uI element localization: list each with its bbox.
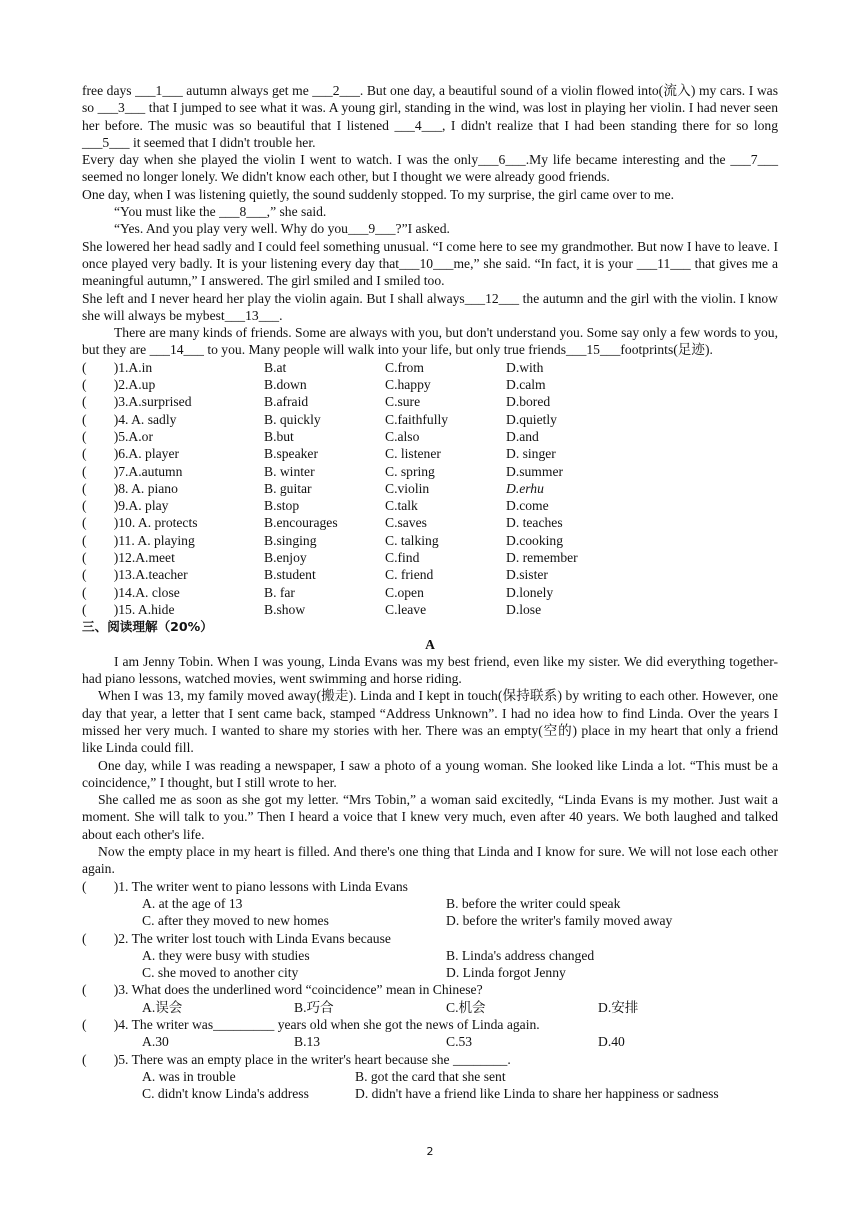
choice-c: C.leave: [385, 601, 427, 617]
choice-d: D. remember: [506, 550, 578, 566]
choice-b: B.afraid: [264, 394, 309, 410]
passage-paragraph: I am Jenny Tobin. When I was young, Linda Evans was my best friend, even like my sister. We did everything together-had piano lessons, watched movies, went swimming and horse riding.: [82, 653, 778, 687]
cloze-paragraph: free days ___1___ autumn always get me ___2___. But one day, a beautiful sound of a violin flowed into(流入) my cars. I was so ___3___ that I jumped to see what it was. A young girl, standing in the wind, was lost in playing her violin. I had never seen her before. The music was so beautiful that I listened ___4___, I didn't realize that I had been standing there for so long ___5___ it seemed that I didn't trouble her.: [82, 83, 778, 150]
choice-c: C. friend: [385, 567, 434, 583]
choice-d: D.with: [506, 359, 544, 375]
choice-d: D.summer: [506, 463, 564, 479]
choice-a: ( )3.A.surprised: [82, 394, 192, 410]
choice-d: D.quietly: [506, 411, 557, 427]
choice-c: C.from: [385, 359, 424, 375]
option: D. before the writer's family moved away: [446, 913, 673, 929]
cloze-paragraph: She lowered her head sadly and I could feel something unusual. “I come here to see my grandmother. But now I have to leave. I once played very badly. It is your listening every day that___10___me,” she said. “In fact, it is your ___11___ that gives me a meaningful autumn,” I answered. The girl smiled and I smiled too.: [82, 238, 778, 289]
choice-d: D.bored: [506, 394, 551, 410]
choice-row: [82, 445, 778, 462]
option: A.30: [142, 1034, 169, 1050]
question-stem: ( )3. What does the underlined word “coincidence” mean in Chinese?: [82, 982, 483, 998]
choice-a: ( )12.A.meet: [82, 550, 175, 566]
cloze-paragraph: She left and I never heard her play the violin again. But I shall always___12___ the autumn and the girl with the violin. I know she will always be mybest___13___.: [82, 290, 778, 323]
choice-d: D.lose: [506, 601, 542, 617]
choice-a: ( )4. A. sadly: [82, 411, 177, 427]
choice-d: D.and: [506, 428, 539, 444]
choice-b: B.but: [264, 428, 294, 444]
option: A. was in trouble: [142, 1068, 236, 1084]
choice-a: ( )1.A.in: [82, 359, 153, 375]
choice-a: ( )9.A. play: [82, 498, 169, 514]
choice-c: C.happy: [385, 377, 431, 393]
option: C.机会: [446, 999, 486, 1015]
option-row: [82, 964, 778, 981]
choice-b: B.enjoy: [264, 550, 307, 566]
choice-d: D.erhu: [506, 480, 544, 496]
choice-b: B.show: [264, 601, 306, 617]
choice-c: C.open: [385, 584, 424, 600]
option-row: [82, 947, 778, 964]
choice-b: B.down: [264, 377, 307, 393]
option-row: [82, 999, 778, 1016]
choice-row: [82, 532, 778, 549]
choice-a: ( )15. A.hide: [82, 601, 175, 617]
choice-a: ( )11. A. playing: [82, 532, 195, 548]
choice-b: B.at: [264, 359, 287, 375]
choice-d: D. teaches: [506, 515, 563, 531]
choice-d: D.come: [506, 498, 549, 514]
choice-a: ( )10. A. protects: [82, 515, 198, 531]
choice-row: [82, 428, 778, 445]
option: D. Linda forgot Jenny: [446, 965, 566, 981]
choice-b: B. far: [264, 584, 295, 600]
choice-d: D.lonely: [506, 584, 554, 600]
choice-c: C.faithfully: [385, 411, 449, 427]
choice-d: D.sister: [506, 567, 548, 583]
option: C. didn't know Linda's address: [142, 1086, 309, 1102]
choice-row: [82, 601, 778, 618]
question-stem: ( )1. The writer went to piano lessons with Linda Evans: [82, 878, 408, 894]
choice-a: ( )2.A.up: [82, 377, 156, 393]
option: D. didn't have a friend like Linda to share her happiness or sadness: [355, 1086, 719, 1102]
choice-c: C.also: [385, 428, 420, 444]
choice-b: B.speaker: [264, 446, 318, 462]
cloze-paragraph: There are many kinds of friends. Some are always with you, but don't understand you. Some say only a few words to you, but they are ___14___ to you. Many people will walk into your life, but only true friends___15___footprints(足迹).: [82, 325, 778, 358]
question-stem: ( )2. The writer lost touch with Linda Evans because: [82, 930, 391, 946]
choice-a: ( )6.A. player: [82, 446, 180, 462]
option: C.53: [446, 1034, 473, 1050]
option-row: [82, 1068, 778, 1085]
choice-a: ( )5.A.or: [82, 428, 153, 444]
cloze-paragraph: One day, when I was listening quietly, the sound suddenly stopped. To my surprise, the girl came over to me.: [82, 186, 675, 202]
choice-c: C.violin: [385, 480, 430, 496]
cloze-choices: [82, 359, 778, 618]
choice-a: ( )7.A.autumn: [82, 463, 183, 479]
choice-row: [82, 359, 778, 376]
cloze-paragraph: “You must like the ___8___,” she said.: [114, 204, 327, 220]
option: C. after they moved to new homes: [142, 913, 329, 929]
choice-row: [82, 480, 778, 497]
option-row: [82, 1085, 778, 1102]
section-title: 三、阅读理解（20%）: [82, 619, 213, 635]
option: B.13: [294, 1034, 321, 1050]
option: A. they were busy with studies: [142, 947, 310, 963]
choice-row: [82, 497, 778, 514]
passage-paragraph: One day, while I was reading a newspaper, I saw a photo of a young woman. She looked like Linda a lot. “This must be a coincidence,” I thought, but I still wrote to her.: [82, 757, 778, 790]
choice-c: C.find: [385, 550, 420, 566]
option: D.安排: [598, 999, 639, 1015]
choice-c: C. talking: [385, 532, 439, 548]
cloze-passage: [82, 82, 778, 359]
document-page: [82, 82, 778, 1103]
choice-a: ( )13.A.teacher: [82, 567, 188, 583]
reading-questions: [82, 878, 778, 1103]
choice-d: D.calm: [506, 377, 546, 393]
choice-b: B. quickly: [264, 411, 321, 427]
choice-a: ( )8. A. piano: [82, 480, 178, 496]
cloze-paragraph: Every day when she played the violin I went to watch. I was the only___6___.My life became interesting and the ___7___ seemed no longer lonely. We didn't know each other, but I thought we were already good friends.: [82, 152, 778, 185]
choice-b: B. guitar: [264, 480, 312, 496]
choice-d: D. singer: [506, 446, 556, 462]
choice-b: B.student: [264, 567, 316, 583]
page-number: 2: [426, 1145, 434, 1158]
option: D.40: [598, 1034, 625, 1050]
choice-row: [82, 514, 778, 531]
choice-row: [82, 411, 778, 428]
question-stem: ( )4. The writer was_________ years old when she got the news of Linda again.: [82, 1017, 540, 1033]
option: B. before the writer could speak: [446, 895, 621, 911]
choice-b: B.encourages: [264, 515, 338, 531]
choice-c: C.sure: [385, 394, 421, 410]
option: B. got the card that she sent: [355, 1068, 506, 1084]
choice-row: [82, 584, 778, 601]
option: B.巧合: [294, 999, 334, 1015]
reading-passage: [82, 653, 778, 878]
option: C. she moved to another city: [142, 965, 299, 981]
option-row: [82, 895, 778, 912]
passage-label: A: [425, 636, 435, 652]
option: A.误会: [142, 999, 183, 1015]
passage-paragraph: When I was 13, my family moved away(搬走). Linda and I kept in touch(保持联系) by writing to each other. However, one day that year, a letter that I sent came back, stamped “Address Unknown”. I had no idea how to find Linda. Over the years I missed her very much. I wanted to share my stories with her. There was an empty(空的) place in my heart that only a friend like Linda could fill.: [82, 688, 778, 756]
choice-row: [82, 463, 778, 480]
choice-row: [82, 376, 778, 393]
choice-row: [82, 393, 778, 410]
passage-paragraph: Now the empty place in my heart is filled. And there's one thing that Linda and I know for sure. We will not lose each other again.: [82, 844, 778, 877]
passage-paragraph: She called me as soon as she got my letter. “Mrs Tobin,” a woman said excitedly, “Linda Evans is my mother. Just wait a moment. She will talk to you.” Then I heard a voice that I knew very much, even after 40 years. We both laughed and talked about each other's life.: [82, 792, 778, 842]
option-row: [82, 912, 778, 929]
question-stem: ( )5. There was an empty place in the writer's heart because she ________.: [82, 1051, 511, 1067]
choice-b: B.singing: [264, 532, 317, 548]
choice-b: B. winter: [264, 463, 315, 479]
choice-c: C.talk: [385, 498, 418, 514]
choice-c: C.saves: [385, 515, 427, 531]
option-row: [82, 1033, 778, 1050]
option: A. at the age of 13: [142, 895, 243, 911]
choice-a: ( )14.A. close: [82, 584, 180, 600]
choice-c: C. spring: [385, 463, 435, 479]
choice-c: C. listener: [385, 446, 441, 462]
option: B. Linda's address changed: [446, 947, 595, 963]
cloze-paragraph: “Yes. And you play very well. Why do you___9___?”I asked.: [114, 221, 450, 237]
choice-b: B.stop: [264, 498, 300, 514]
choice-row: [82, 549, 778, 566]
choice-row: [82, 566, 778, 583]
choice-d: D.cooking: [506, 532, 564, 548]
